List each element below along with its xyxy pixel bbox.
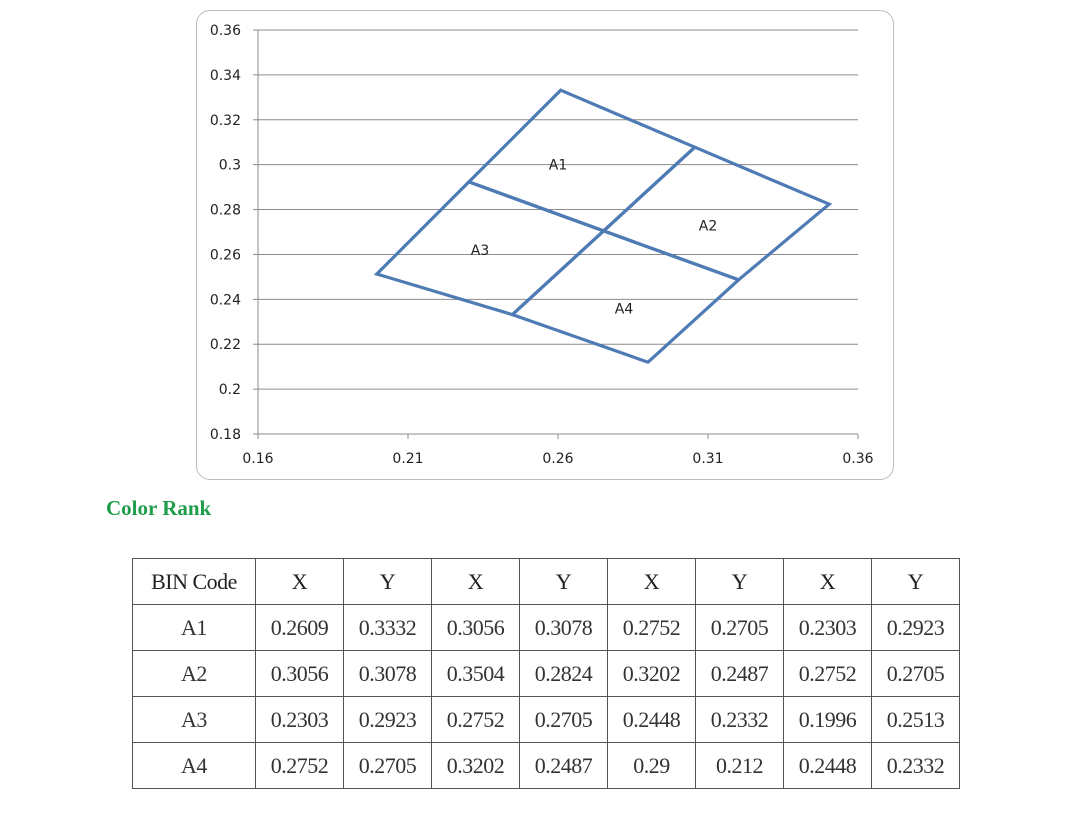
table-row	[133, 743, 960, 789]
table-cell: 0.2705	[344, 743, 432, 789]
region-a3-outline	[377, 182, 604, 315]
table-cell: 0.2332	[696, 697, 784, 743]
y-tick-label: 0.36	[209, 23, 241, 39]
table-cell: 0.2923	[344, 697, 432, 743]
region-a4-outline	[512, 231, 738, 362]
table-cell: 0.3202	[608, 651, 696, 697]
table-cell: 0.3202	[432, 743, 520, 789]
x-tick-label: 0.36	[842, 451, 874, 467]
y-tick-label: 0.2	[218, 382, 241, 399]
table-cell: 0.3078	[344, 651, 432, 697]
header-x2: X	[432, 559, 520, 605]
header-y2: Y	[520, 559, 608, 605]
x-tick-label: 0.16	[242, 451, 274, 467]
table-cell: 0.3056	[432, 605, 520, 651]
y-tick-label: 0.18	[209, 427, 241, 443]
section-title: Color Rank	[106, 496, 212, 520]
table-cell: 0.2303	[784, 605, 872, 651]
region-a2-outline	[604, 147, 830, 280]
region-label-a4: A4	[614, 301, 634, 318]
table-row	[133, 697, 960, 743]
bin-code-cell: A4	[133, 743, 256, 789]
table-cell: 0.3332	[344, 605, 432, 651]
x-tick-label: 0.31	[692, 451, 724, 467]
region-label-a1: A1	[548, 157, 568, 174]
y-tick-label: 0.28	[209, 202, 241, 219]
table-header-row	[133, 559, 960, 605]
table-cell: 0.2705	[696, 605, 784, 651]
table-cell: 0.2303	[256, 697, 344, 743]
table-cell: 0.2752	[256, 743, 344, 789]
bin-code-cell: A1	[133, 605, 256, 651]
table-cell: 0.212	[696, 743, 784, 789]
table-cell: 0.2332	[872, 743, 960, 789]
table-cell: 0.29	[608, 743, 696, 789]
y-tick-label: 0.26	[209, 247, 241, 264]
table-cell: 0.2923	[872, 605, 960, 651]
header-y1: Y	[344, 559, 432, 605]
table-cell: 0.2752	[608, 605, 696, 651]
region-label-a2: A2	[698, 218, 718, 235]
header-x3: X	[608, 559, 696, 605]
table-cell: 0.2752	[432, 697, 520, 743]
header-y3: Y	[696, 559, 784, 605]
table-cell: 0.2513	[872, 697, 960, 743]
table-cell: 0.3078	[520, 605, 608, 651]
header-x1: X	[256, 559, 344, 605]
table-cell: 0.2448	[784, 743, 872, 789]
table-cell: 0.1996	[784, 697, 872, 743]
bin-code-cell: A3	[133, 697, 256, 743]
y-tick-label: 0.22	[209, 337, 241, 354]
table-cell: 0.3504	[432, 651, 520, 697]
y-tick-label: 0.24	[209, 292, 241, 309]
header-y4: Y	[872, 559, 960, 605]
table-cell: 0.3056	[256, 651, 344, 697]
table-cell: 0.2609	[256, 605, 344, 651]
y-tick-label: 0.3	[218, 157, 241, 174]
table-cell: 0.2487	[520, 743, 608, 789]
x-tick-label: 0.26	[542, 451, 574, 467]
y-tick-label: 0.32	[209, 112, 241, 129]
table-row	[133, 651, 960, 697]
table-row	[133, 605, 960, 651]
bin-code-cell: A2	[133, 651, 256, 697]
color-rank-table	[132, 558, 960, 789]
header-bin-code: BIN Code	[133, 559, 256, 605]
region-label-a3: A3	[470, 242, 490, 259]
table-cell: 0.2705	[872, 651, 960, 697]
y-tick-label: 0.34	[209, 67, 241, 84]
table-cell: 0.2824	[520, 651, 608, 697]
table-cell: 0.2752	[784, 651, 872, 697]
table-cell: 0.2448	[608, 697, 696, 743]
table-cell: 0.2705	[520, 697, 608, 743]
x-tick-label: 0.21	[392, 451, 424, 467]
table-cell: 0.2487	[696, 651, 784, 697]
header-x4: X	[784, 559, 872, 605]
